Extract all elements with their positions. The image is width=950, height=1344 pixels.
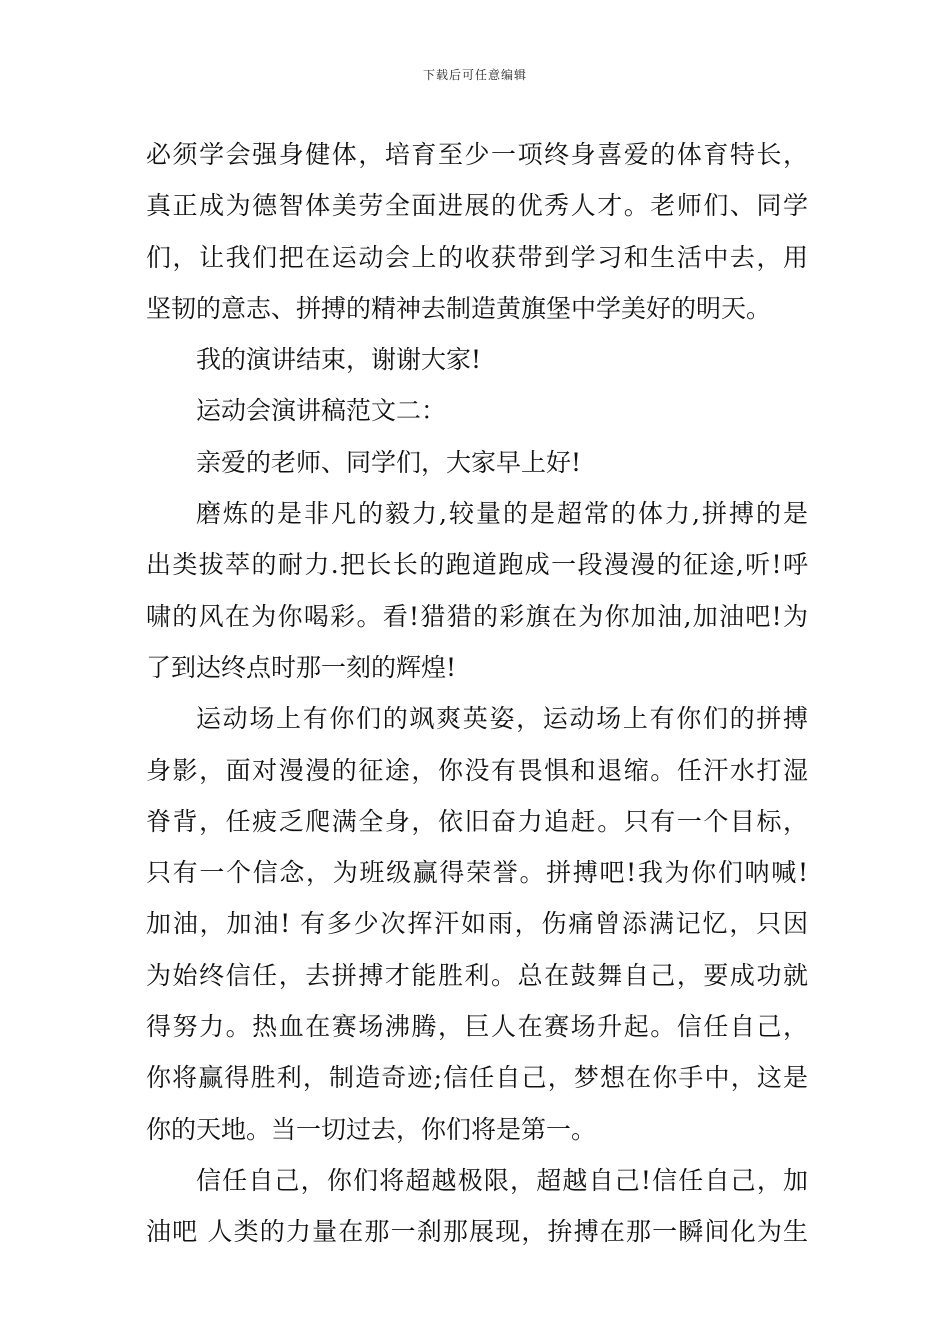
text-line: 坚韧的意志、拼搏的精神去制造黄旗堡中学美好的明天。 (146, 293, 772, 323)
text-line: 你将赢得胜利，制造奇迹;信任自己，梦想在你手中，这是 (146, 1063, 808, 1093)
text-line: 啸的风在为你喝彩。看!猎猎的彩旗在为你加油,加油吧!为 (146, 601, 808, 631)
text-line: 我的演讲结束，谢谢大家! (196, 345, 482, 375)
text-line: 得努力。热血在赛场沸腾，巨人在赛场升起。信任自己， (146, 1012, 808, 1042)
text-line: 身影，面对漫漫的征途，你没有畏惧和退缩。任汗水打湿 (146, 755, 808, 785)
text-line: 磨炼的是非凡的毅力,较量的是超常的体力,拼搏的是 (196, 499, 808, 529)
text-line: 了到达终点时那一刻的辉煌! (146, 652, 457, 682)
text-line: 真正成为德智体美劳全面进展的优秀人才。老师们、同学 (146, 191, 808, 221)
text-line: 油吧 人类的力量在那一刹那展现，拚搏在那一瞬间化为生 (146, 1217, 808, 1247)
text-line: 们，让我们把在运动会上的收获带到学习和生活中去，用 (146, 242, 808, 272)
text-line: 运动场上有你们的飒爽英姿，运动场上有你们的拼搏 (196, 704, 808, 734)
text-line: 信任自己，你们将超越极限，超越自己!信任自己，加 (196, 1165, 808, 1195)
text-line: 必须学会强身健体，培育至少一项终身喜爱的体育特长， (146, 140, 808, 169)
text-line: 你的天地。当一切过去，你们将是第一。 (146, 1114, 597, 1144)
text-line: 运动会演讲稿范文二： (196, 396, 447, 426)
text-line: 脊背，任疲乏爬满全身，依旧奋力追赶。只有一个目标， (146, 806, 808, 836)
document-body (146, 129, 808, 1258)
header-note: 下载后可任意编辑 (422, 68, 527, 82)
text-line: 出类拔萃的耐力.把长长的跑道跑成一段漫漫的征途,听!呼 (146, 550, 808, 580)
text-line: 只有一个信念，为班级赢得荣誉。拼搏吧!我为你们呐喊! (146, 858, 808, 888)
text-line: 为始终信任，去拼搏才能胜利。总在鼓舞自己，要成功就 (146, 960, 808, 990)
text-line: 加油，加油! 有多少次挥汗如雨，伤痛曾添满记忆，只因 (146, 909, 808, 939)
text-line: 亲爱的老师、同学们，大家早上好! (196, 447, 582, 477)
